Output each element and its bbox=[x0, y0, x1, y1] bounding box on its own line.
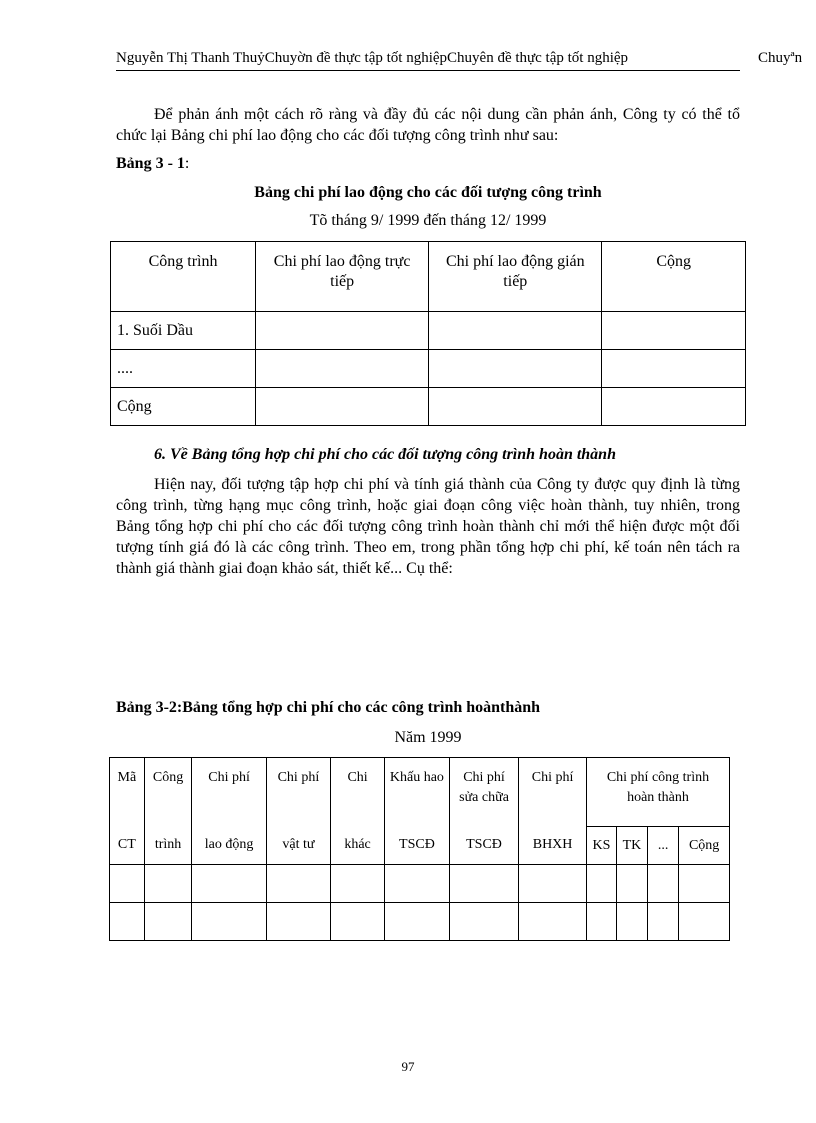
header-right-text: Chuyªn bbox=[758, 50, 803, 66]
table1-col-total: Cộng bbox=[602, 242, 746, 312]
table-row bbox=[110, 903, 730, 941]
table1-col-cong-trinh: Công trình bbox=[111, 242, 256, 312]
table2-h2-ellipsis: ... bbox=[647, 827, 678, 865]
section6-paragraph: Hiện nay, đối tượng tập hợp chi phí và tính giá thành của Công ty được quy định là từng công trình, từng hạng mục công trình, hoặc giai đoạn công việc hoàn thành, tuy nhiên, trong Bảng tổng hợp chi phí cho các đối tượng công trình hoàn thành chỉ mới thể hiện được một đối tượng tính giá đó là các công trình. Theo em, trong phần tổng hợp chi phí, kế toán nên tách ra thành giá thành giai đoạn khảo sát, thiết kế... Cụ thể: bbox=[116, 476, 740, 577]
table2-header-row-2 bbox=[110, 827, 730, 865]
table2-h-cp3: Chi phí bbox=[519, 758, 587, 827]
table2-h2-trinh: trình bbox=[144, 827, 192, 865]
table-row bbox=[110, 865, 730, 903]
table-row bbox=[111, 388, 746, 426]
page-number: 97 bbox=[401, 1059, 415, 1074]
table1-row-label: Cộng bbox=[111, 388, 256, 426]
table2-h-khau-hao: Khấu hao bbox=[384, 758, 449, 827]
table2-h-hoan-thanh: Chi phí công trình hoàn thành bbox=[586, 758, 729, 827]
table1-label-text: Bảng 3 - 1 bbox=[116, 155, 185, 172]
table2-h2-tscd-2: TSCĐ bbox=[449, 827, 518, 865]
table2-h2-tscd-1: TSCĐ bbox=[384, 827, 449, 865]
table2-h2-lao-dong: lao động bbox=[192, 827, 266, 865]
table2-h2-bhxh: BHXH bbox=[519, 827, 587, 865]
table1-label-colon: : bbox=[184, 155, 190, 172]
table2-header-row-1 bbox=[110, 758, 730, 827]
header-left-text: Nguyễn Thị Thanh ThuỷChuyờn đề thực tập tốt nghiệpChuyên đề thực tập tốt nghiệp bbox=[116, 50, 629, 66]
table1-label bbox=[116, 155, 189, 173]
table2-h2-vat-tu: vật tư bbox=[266, 827, 330, 865]
cost-summary-table bbox=[109, 757, 730, 941]
table2-h-cp1: Chi phí bbox=[192, 758, 266, 827]
table1-header-row bbox=[111, 242, 746, 312]
intro-paragraph: Để phản ánh một cách rõ ràng và đầy đủ các nội dung cần phản ánh, Công ty có thể tổ chức lại Bảng chi phí lao động cho các đối tượng công trình như sau: bbox=[116, 106, 740, 144]
table2-h2-cong: Cộng bbox=[679, 827, 730, 865]
table1-col-direct: Chi phí lao động trực tiếp bbox=[256, 242, 429, 312]
table2-h-sua-chua: Chi phí sửa chữa bbox=[449, 758, 518, 827]
table2-year: Năm 1999 bbox=[394, 729, 462, 746]
table-row bbox=[111, 312, 746, 350]
page-header bbox=[116, 48, 816, 72]
table1-row-label: .... bbox=[111, 350, 256, 388]
table2-h2-tk: TK bbox=[616, 827, 647, 865]
table2-h2-ks: KS bbox=[586, 827, 616, 865]
table2-h2-ct: CT bbox=[110, 827, 145, 865]
header-divider bbox=[116, 70, 740, 71]
table2-h-ma: Mã bbox=[110, 758, 145, 827]
table-row bbox=[111, 350, 746, 388]
labor-cost-table bbox=[110, 241, 746, 426]
table1-title: Bảng chi phí lao động cho các đối tượng công trình bbox=[254, 184, 602, 201]
table2-h-cp2: Chi phí bbox=[266, 758, 330, 827]
table2-h-chi: Chi bbox=[331, 758, 385, 827]
table1-subtitle: Tõ tháng 9/ 1999 đến tháng 12/ 1999 bbox=[309, 212, 547, 229]
table2-label: Bảng 3-2:Bảng tổng hợp chi phí cho các công trình hoànthành bbox=[116, 699, 541, 716]
table1-row-label: 1. Suối Dầu bbox=[111, 312, 256, 350]
table2-h2-khac: khác bbox=[331, 827, 385, 865]
table1-col-indirect: Chi phí lao động gián tiếp bbox=[429, 242, 602, 312]
section6-heading: 6. Về Bảng tổng hợp chi phí cho các đối tượng công trình hoàn thành bbox=[154, 446, 616, 463]
table2-h-cong: Công bbox=[144, 758, 192, 827]
